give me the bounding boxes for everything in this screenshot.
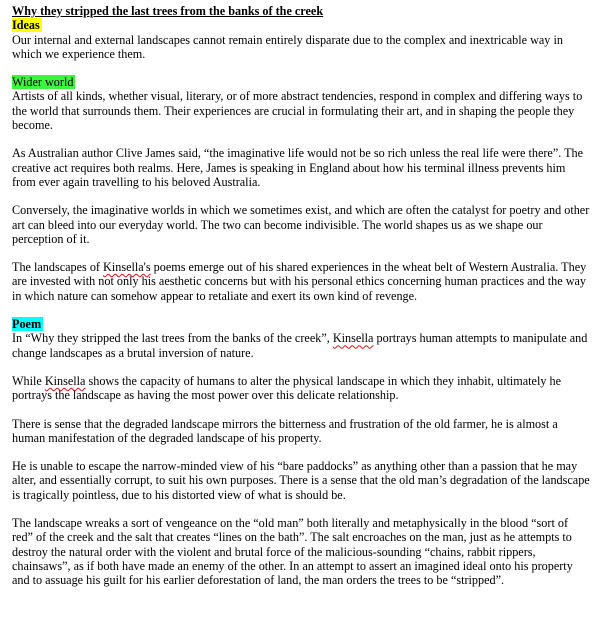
spellcheck-word: Kinsella's <box>103 260 151 275</box>
section-heading-ideas: Ideas <box>12 18 40 33</box>
paragraph: Our internal and external landscapes cannot remain entirely disparate due to the complex and inextricable way in which we experience them. <box>12 32 563 61</box>
paragraph: The landscape wreaks a sort of vengeance on the “old man” both literally and metaphysically in the blood “sort of red” of the creek and the salt that creates “lines on the bath”. The salt encroaches on the man, just as he attempts to destroy the natural order with the violent and brutal force of the malicious-sounding “chains, rabbit rippers, chainsaws”, as if both have made an enemy of the other. In an attempt to assert an imagined ideal onto his property and to assuage his guilt for his earlier deforestation of land, the man orders the trees to be “stripped”. <box>12 516 573 588</box>
paragraph <box>12 331 592 360</box>
paragraph: Conversely, the imaginative worlds in which we sometimes exist, and which are often the catalyst for poetry and other art can bleed into our everyday world. The two can become indivisible. The world shapes us as we shape our perception of it. <box>12 203 590 246</box>
paragraph: As Australian author Clive James said, “the imaginative life would not be so rich unless the real life were there”. The creative act requires both realms. Here, James is speaking in England about how his terminal illness prevents him from ever again travelling to his beloved Australia. <box>12 146 584 189</box>
paragraph: He is unable to escape the narrow-minded view of his “bare paddocks” as anything other than a passion that he may alter, and essentially corrupt, to suit his own purposes. There is a sense that the old man’s degradation of the landscape is tragically pointless, due to his distorted view of what is should be. <box>12 459 590 502</box>
text-run: While <box>12 373 45 388</box>
section-heading-wider-world: Wider world <box>12 75 74 90</box>
section-wider-world <box>12 75 592 303</box>
paragraph: There is sense that the degraded landscape mirrors the bitterness and frustration of the old farmer, he is almost a human manifestation of the degraded landscape of his property. <box>12 416 558 445</box>
spellcheck-word: Kinsella <box>332 331 374 346</box>
document-body <box>12 4 592 588</box>
paragraph: Artists of all kinds, whether visual, literary, or of more abstract tendencies, respond in complex and differing ways to the world that surrounds them. Their experiences are crucial in formulating their art, and in shaping the people they become. <box>12 89 583 133</box>
section-heading-poem: Poem <box>12 317 42 332</box>
paragraph <box>12 260 592 303</box>
text-run: In “Why they stripped the last trees from the banks of the creek”, <box>12 331 333 346</box>
text-run: shows the capacity of humans to alter the physical landscape in which they inhabit, ultimately he portrays the landscape as having the most power over this delicate relationship. <box>12 373 561 403</box>
spellcheck-word: Kinsella <box>44 373 86 388</box>
section-poem <box>12 317 592 587</box>
document-title: Why they stripped the last trees from the banks of the creek <box>12 4 324 18</box>
section-ideas <box>12 18 592 61</box>
text-run: The landscapes of <box>12 260 104 275</box>
text-run: poems emerge out of his shared experiences in the wheat belt of Western Australia. They are invested with not only his aesthetic concerns but with his personal ethics concerning human practices and the way in which nature can somehow appear to retaliate and exert its own kind of revenge. <box>12 260 587 303</box>
paragraph <box>12 374 592 403</box>
text-run: portrays human attempts to manipulate and change landscapes as a brutal inversion of nature. <box>12 331 588 360</box>
